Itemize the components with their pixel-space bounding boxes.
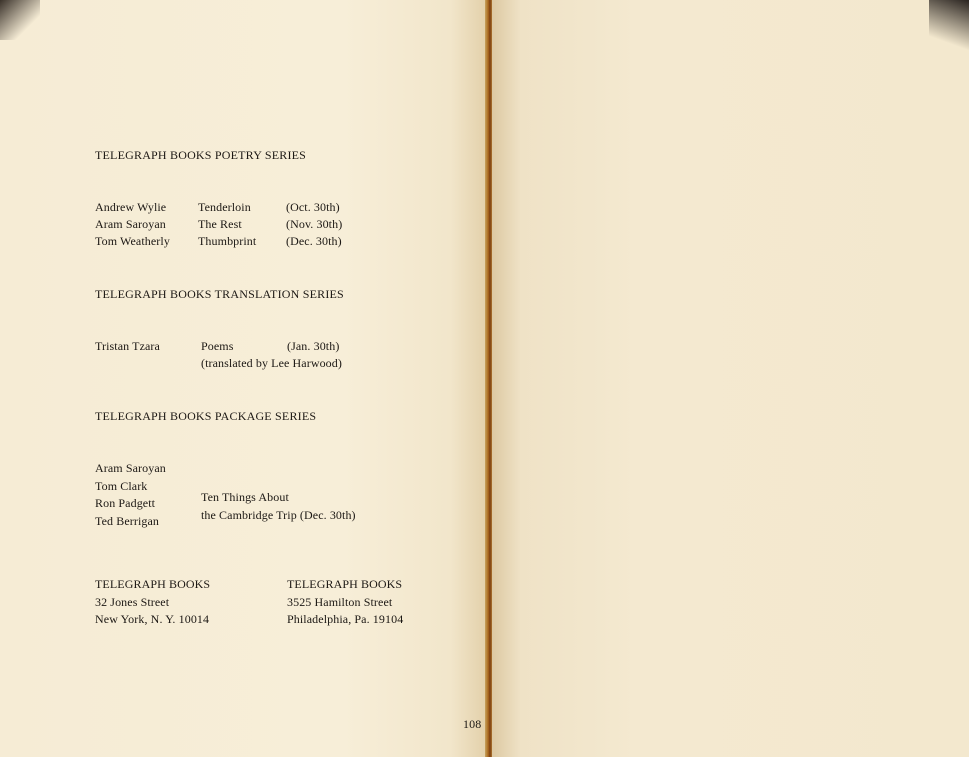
translation-series-heading: TELEGRAPH BOOKS TRANSLATION SERIES: [95, 287, 344, 301]
package-title-line2: the Cambridge Trip (Dec. 30th): [201, 508, 356, 522]
package-author: Aram Saroyan: [95, 461, 166, 475]
poetry-author: Aram Saroyan: [95, 217, 166, 231]
poetry-author: Tom Weatherly: [95, 234, 170, 248]
translation-note: (translated by Lee Harwood): [201, 356, 342, 370]
poetry-date: (Dec. 30th): [286, 234, 342, 248]
package-series-heading: TELEGRAPH BOOKS PACKAGE SERIES: [95, 409, 317, 423]
address-street: 32 Jones Street: [95, 595, 170, 609]
address-city: New York, N. Y. 10014: [95, 612, 210, 626]
package-title-line1: Ten Things About: [201, 490, 289, 504]
address-name: TELEGRAPH BOOKS: [95, 577, 211, 591]
package-author: Tom Clark: [95, 479, 148, 493]
poetry-author: Andrew Wylie: [95, 200, 167, 214]
page-corner-shadow: [0, 0, 40, 40]
poetry-title: Tenderloin: [198, 200, 251, 214]
poetry-date: (Nov. 30th): [286, 217, 343, 231]
right-page-blank: [492, 0, 969, 757]
poetry-title: Thumbprint: [198, 234, 257, 248]
package-author: Ron Padgett: [95, 496, 156, 510]
address-name: TELEGRAPH BOOKS: [287, 577, 403, 591]
poetry-title: The Rest: [198, 217, 242, 231]
poetry-date: (Oct. 30th): [286, 200, 340, 214]
translation-author: Tristan Tzara: [95, 339, 160, 353]
page-number: 108: [463, 717, 482, 731]
poetry-series-heading: TELEGRAPH BOOKS POETRY SERIES: [95, 148, 307, 162]
page-corner-shadow: [929, 0, 969, 70]
translation-date: (Jan. 30th): [287, 339, 340, 353]
package-author: Ted Berrigan: [95, 514, 160, 528]
address-city: Philadelphia, Pa. 19104: [287, 612, 404, 626]
translation-title: Poems: [201, 339, 234, 353]
address-street: 3525 Hamilton Street: [287, 595, 393, 609]
